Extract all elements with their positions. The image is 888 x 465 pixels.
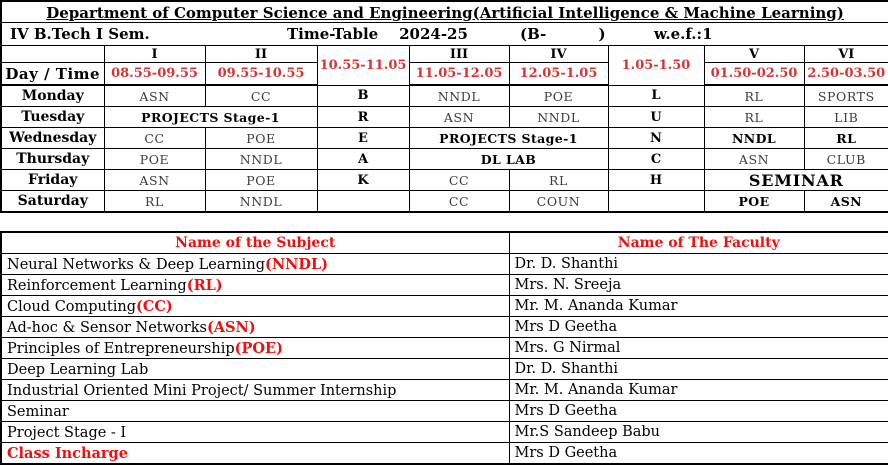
cell-tuesday-p1p2: PROJECTS Stage-1 — [104, 107, 317, 128]
cell-friday-p4: RL — [509, 170, 608, 191]
day-label-friday: Friday — [1, 170, 104, 191]
subject-code: (POE) — [234, 339, 283, 357]
subject-cell — [1, 317, 509, 338]
subject-cell — [1, 380, 509, 401]
subject-name: Ad-hoc & Sensor Networks — [7, 319, 207, 336]
subject-cell — [1, 338, 509, 359]
subject-cell — [1, 275, 509, 296]
cell-saturday-p2: NNDL — [205, 191, 317, 213]
lunch-time-header: 1.05-1.50 — [608, 46, 704, 86]
row-saturday — [1, 191, 888, 213]
cell-thursday-p1: POE — [104, 149, 205, 170]
period-num-4: IV — [509, 46, 608, 63]
row-wednesday — [1, 128, 888, 149]
cell-monday-p1: ASN — [104, 85, 205, 107]
subject-name: Industrial Oriented Mini Project/ Summer Internship — [7, 382, 397, 399]
timetable-grid — [0, 0, 888, 213]
faculty-cell: Mr.S Sandeep Babu — [509, 422, 888, 443]
subject-code: (RL) — [186, 276, 223, 294]
cell-monday-p2: CC — [205, 85, 317, 107]
title-row — [1, 1, 888, 23]
cell-tuesday-p5: RL — [704, 107, 804, 128]
period-time-2: 09.55-10.55 — [205, 63, 317, 86]
subject-column-header: Name of the Subject — [1, 232, 509, 254]
cell-monday-p3: NNDL — [409, 85, 509, 107]
cell-friday-p3: CC — [409, 170, 509, 191]
cell-saturday-p5: POE — [704, 191, 804, 213]
cell-tuesday-p6: LIB — [804, 107, 888, 128]
day-time-header: Day / Time — [1, 63, 104, 86]
table-row — [1, 380, 888, 401]
cell-saturday-p6: ASN — [804, 191, 888, 213]
cell-friday-p2: POE — [205, 170, 317, 191]
cell-friday-lunch: H — [608, 170, 704, 191]
period-num-5: V — [704, 46, 804, 63]
cell-thursday-break: A — [317, 149, 409, 170]
period-time-5: 01.50-02.50 — [704, 63, 804, 86]
cell-wednesday-p6: RL — [804, 128, 888, 149]
day-label-saturday: Saturday — [1, 191, 104, 213]
subject-name: Reinforcement Learning — [7, 277, 187, 294]
cell-tuesday-break: R — [317, 107, 409, 128]
corner-empty-cell — [1, 46, 104, 63]
page-title: Department of Computer Science and Engineering(Artificial Intelligence & Machine Learning) — [46, 3, 844, 22]
cell-monday-p4: POE — [509, 85, 608, 107]
cell-monday-p6: SPORTS — [804, 85, 888, 107]
cell-wednesday-lunch: N — [608, 128, 704, 149]
cell-wednesday-p5: NNDL — [704, 128, 804, 149]
cell-saturday-lunch — [608, 191, 704, 213]
cell-wednesday-break: E — [317, 128, 409, 149]
cell-friday-break: K — [317, 170, 409, 191]
cell-saturday-p3: CC — [409, 191, 509, 213]
subject-name: Deep Learning Lab — [7, 361, 149, 378]
faculty-cell: Dr. D. Shanthi — [509, 359, 888, 380]
subject-name: Principles of Entrepreneurship — [7, 340, 235, 357]
cell-saturday-p4: COUN — [509, 191, 608, 213]
cell-thursday-p6: CLUB — [804, 149, 888, 170]
table-row — [1, 443, 888, 465]
period-num-2: II — [205, 46, 317, 63]
day-label-monday: Monday — [1, 85, 104, 107]
timetable-year-label: Time-Table 2024-25 — [287, 25, 468, 43]
subject-cell — [1, 296, 509, 317]
cell-monday-lunch: L — [608, 85, 704, 107]
period-num-1: I — [104, 46, 205, 63]
subject-name: Project Stage - I — [7, 424, 127, 441]
period-time-3: 11.05-12.05 — [409, 63, 509, 86]
section-label: (B- ) — [520, 25, 606, 43]
faculty-cell: Mrs. N. Sreeja — [509, 275, 888, 296]
cell-wednesday-p1: CC — [104, 128, 205, 149]
row-friday — [1, 170, 888, 191]
subjects-faculty-table — [0, 231, 888, 465]
period-time-6: 2.50-03.50 — [804, 63, 888, 86]
table-row — [1, 401, 888, 422]
subject-name: Cloud Computing — [7, 298, 136, 315]
cell-monday-p5: RL — [704, 85, 804, 107]
cell-thursday-lunch: C — [608, 149, 704, 170]
day-label-tuesday: Tuesday — [1, 107, 104, 128]
faculty-cell: Mrs D Geetha — [509, 443, 888, 465]
cell-thursday-p2: NNDL — [205, 149, 317, 170]
table-row — [1, 254, 888, 275]
day-label-wednesday: Wednesday — [1, 128, 104, 149]
table-row — [1, 317, 888, 338]
class-incharge-label: Class Incharge — [7, 444, 128, 462]
cell-wednesday-p3p4: PROJECTS Stage-1 — [409, 128, 608, 149]
subject-name: Neural Networks & Deep Learning — [7, 256, 266, 273]
subject-name: Seminar — [7, 403, 69, 420]
cell-thursday-p3p4: DL LAB — [409, 149, 608, 170]
faculty-cell: Mrs D Geetha — [509, 401, 888, 422]
faculty-cell: Mrs. G Nirmal — [509, 338, 888, 359]
cell-thursday-p5: ASN — [704, 149, 804, 170]
table-row — [1, 275, 888, 296]
period-num-3: III — [409, 46, 509, 63]
wef-label: w.e.f.:1 — [654, 25, 713, 43]
cell-tuesday-p3: ASN — [409, 107, 509, 128]
cell-tuesday-p4: NNDL — [509, 107, 608, 128]
row-tuesday — [1, 107, 888, 128]
cell-tuesday-lunch: U — [608, 107, 704, 128]
cell-wednesday-p2: POE — [205, 128, 317, 149]
faculty-cell: Mr. M. Ananda Kumar — [509, 380, 888, 401]
faculty-cell: Mr. M. Ananda Kumar — [509, 296, 888, 317]
subject-cell — [1, 359, 509, 380]
subject-code: (NNDL) — [265, 255, 329, 273]
cell-monday-break: B — [317, 85, 409, 107]
cell-friday-p1: ASN — [104, 170, 205, 191]
semester-label: IV B.Tech I Sem. — [10, 25, 150, 43]
period-time-4: 12.05-1.05 — [509, 63, 608, 86]
row-thursday — [1, 149, 888, 170]
subject-cell — [1, 254, 509, 275]
subject-code: (CC) — [135, 297, 173, 315]
subject-cell — [1, 422, 509, 443]
table-row — [1, 296, 888, 317]
faculty-cell: Dr. D. Shanthi — [509, 254, 888, 275]
cell-saturday-p1: RL — [104, 191, 205, 213]
table-row — [1, 338, 888, 359]
subject-code: (ASN) — [206, 318, 256, 336]
table-row — [1, 422, 888, 443]
period-time-1: 08.55-09.55 — [104, 63, 205, 86]
subject-cell — [1, 401, 509, 422]
subject-cell — [1, 443, 509, 465]
day-label-thursday: Thursday — [1, 149, 104, 170]
period-num-6: VI — [804, 46, 888, 63]
cell-friday-p5p6: SEMINAR — [704, 170, 888, 191]
break-time-header: 10.55-11.05 — [317, 46, 409, 86]
row-monday — [1, 85, 888, 107]
subtitle-row — [1, 23, 888, 46]
faculty-column-header: Name of The Faculty — [509, 232, 888, 254]
cell-saturday-break — [317, 191, 409, 213]
faculty-cell: Mrs D Geetha — [509, 317, 888, 338]
table-row — [1, 359, 888, 380]
